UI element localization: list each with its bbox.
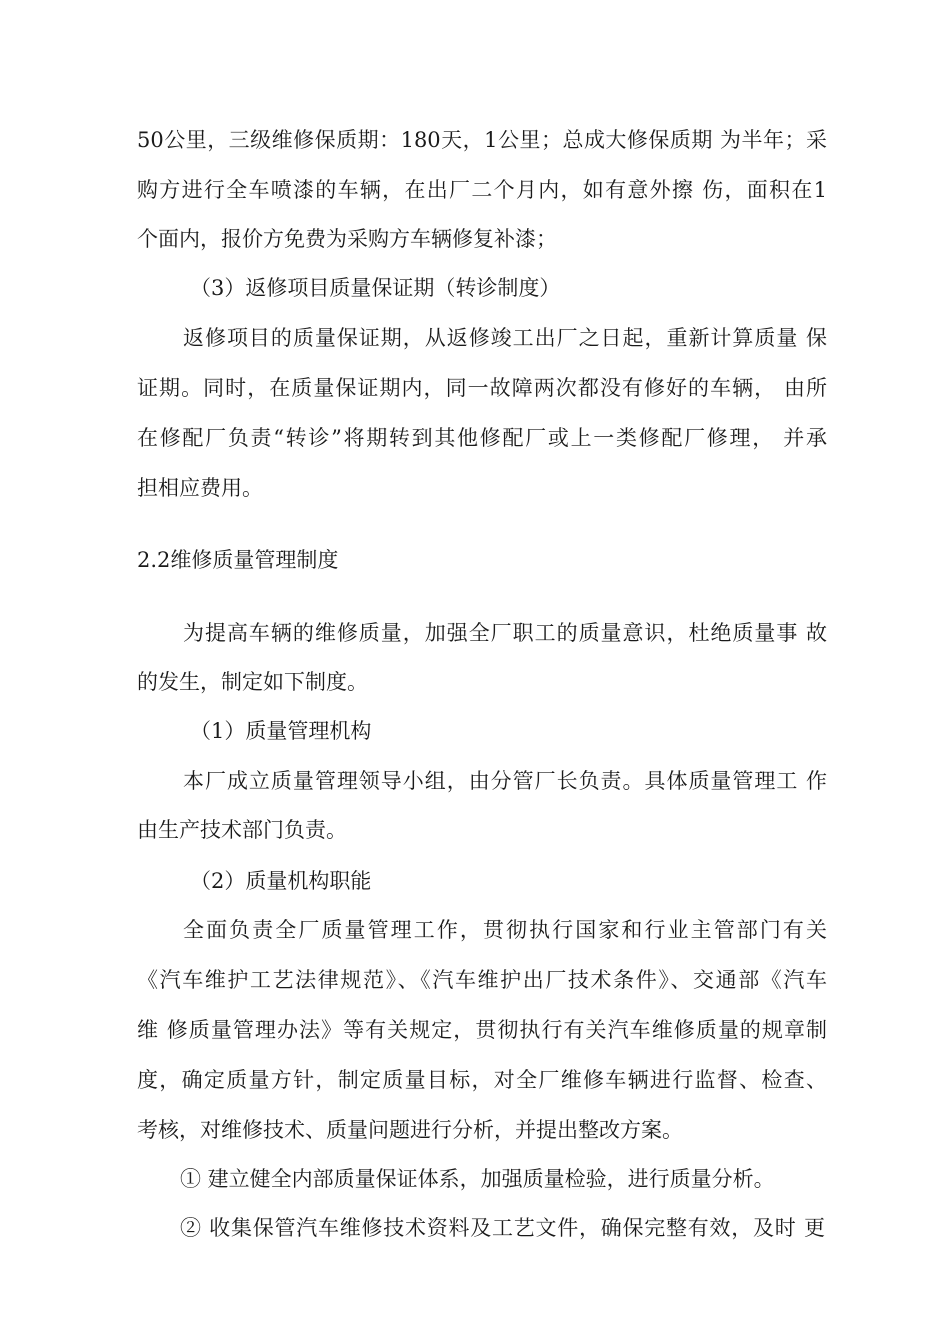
paragraph-line: 的发生，制定如下制度。 <box>137 670 368 694</box>
paragraph-line: 返修项目的质量保证期，从返修竣工出厂之日起，重新计算质量 保 <box>183 326 827 350</box>
list-item-heading: （3）返修项目质量保证期（转诊制度） <box>190 276 561 300</box>
paragraph-line: 在修配厂负责“转诊”将期转到其他修配厂或上一类修配厂修理， 并承 <box>137 426 827 450</box>
numbered-list-item: ① 建立健全内部质量保证体系，加强质量检验，进行质量分析。 <box>180 1167 775 1191</box>
paragraph-line: 为提高车辆的维修质量，加强全厂职工的质量意识，杜绝质量事 故 <box>183 621 827 645</box>
paragraph-line: 50公里，三级维修保质期：180天，1公里；总成大修保质期 为半年；采 <box>137 128 827 152</box>
list-item-heading: （1）质量管理机构 <box>190 719 372 743</box>
paragraph-line: 考核，对维修技术、质量问题进行分析，并提出整改方案。 <box>137 1118 683 1142</box>
paragraph-line: 度，确定质量方针，制定质量目标，对全厂维修车辆进行监督、检查、 <box>137 1068 827 1092</box>
paragraph-line: 本厂成立质量管理领导小组，由分管厂长负责。具体质量管理工 作 <box>183 769 827 793</box>
paragraph-line: 个面内，报价方免费为采购方车辆修复补漆； <box>137 227 557 251</box>
paragraph-line: 维 修质量管理办法》等有关规定，贯彻执行有关汽车维修质量的规章制 <box>137 1018 827 1042</box>
paragraph-line: 购方进行全车喷漆的车辆，在出厂二个月内，如有意外擦 伤，面积在1 <box>137 178 827 202</box>
paragraph-line: 证期。同时，在质量保证期内，同一故障两次都没有修好的车辆， 由所 <box>137 376 827 400</box>
list-item-heading: （2）质量机构职能 <box>190 869 372 893</box>
numbered-list-item: ② 收集保管汽车维修技术资料及工艺文件，确保完整有效，及时 更 <box>180 1216 825 1240</box>
paragraph-line: 《汽车维护工艺法律规范》、《汽车维护出厂技术条件》、交通部《汽车 <box>137 968 827 992</box>
paragraph-line: 全面负责全厂质量管理工作，贯彻执行国家和行业主管部门有关 <box>183 918 827 942</box>
paragraph-line: 担相应费用。 <box>137 476 263 500</box>
section-heading: 2.2维修质量管理制度 <box>137 548 339 572</box>
paragraph-line: 由生产技术部门负责。 <box>137 818 347 842</box>
